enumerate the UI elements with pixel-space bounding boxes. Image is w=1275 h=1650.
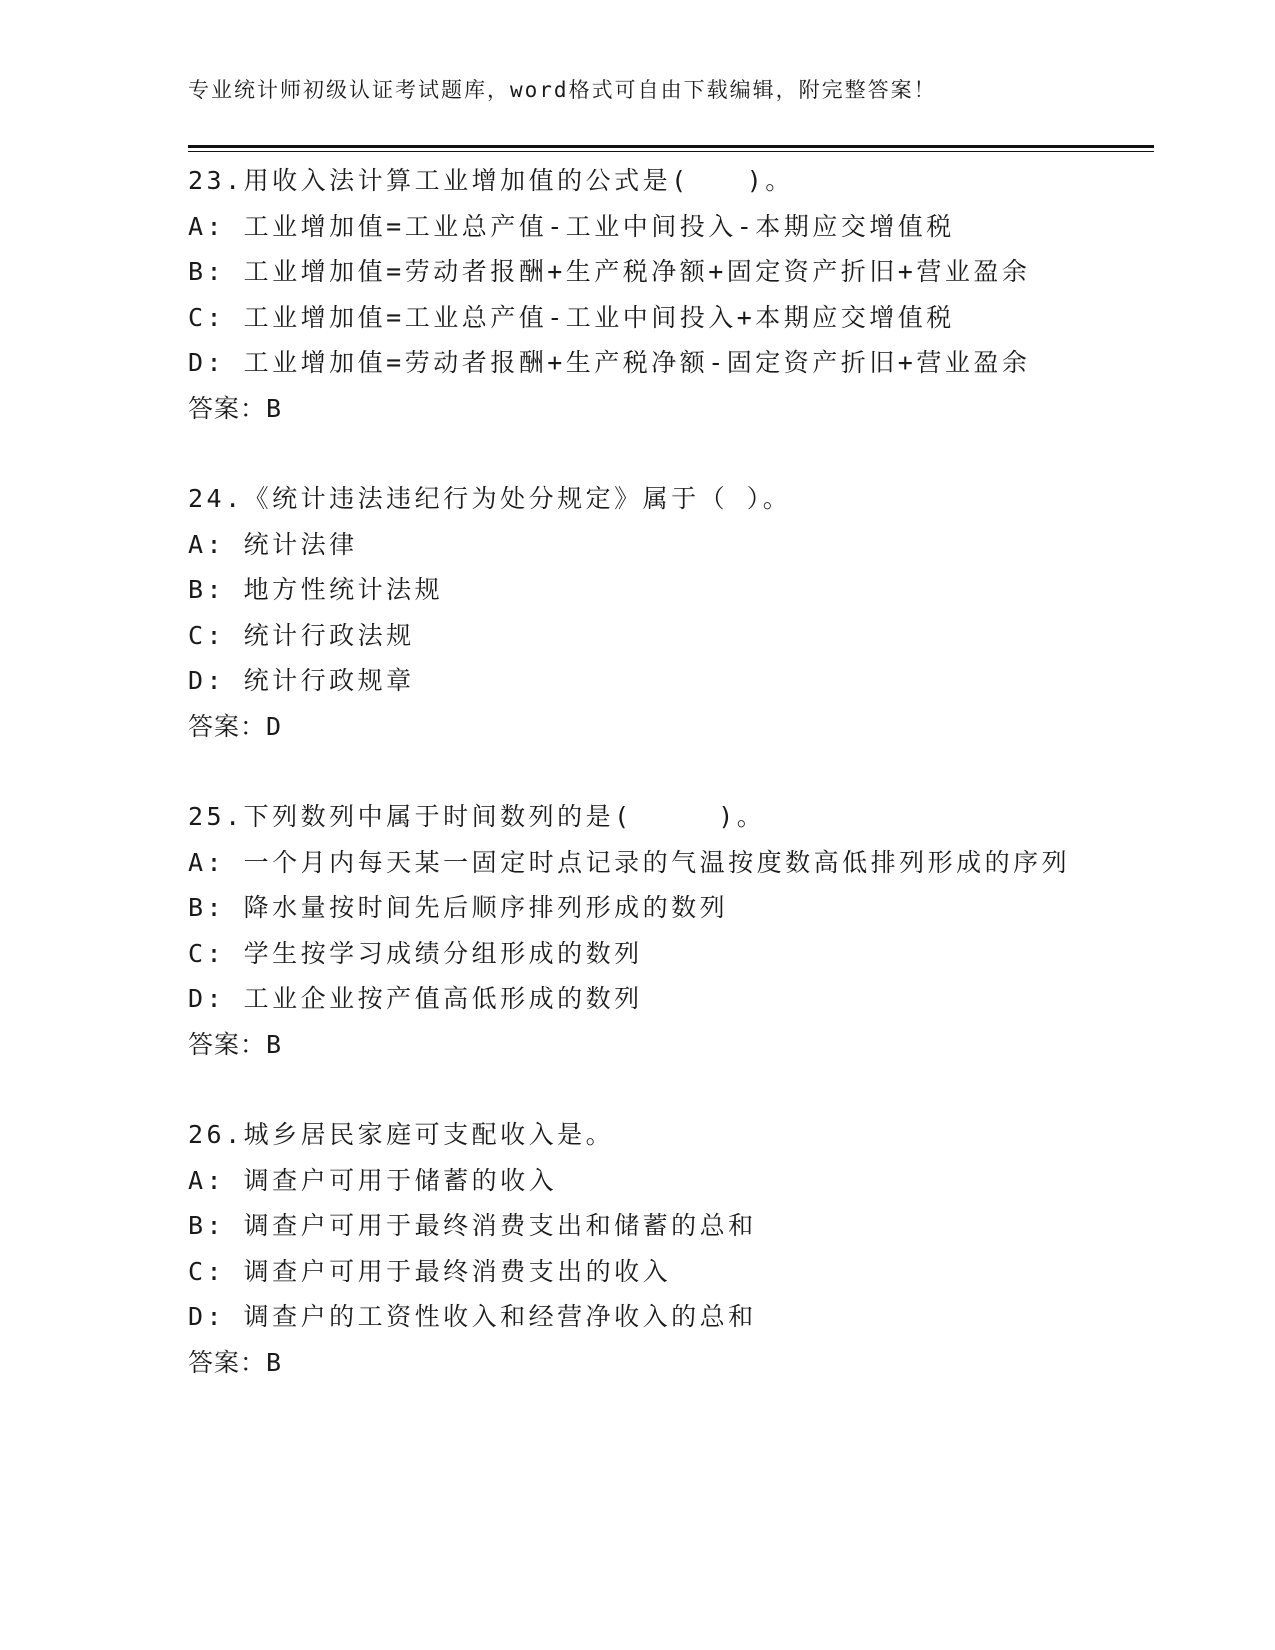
question-stem: 26.城乡居民家庭可支配收入是。 [188, 1120, 615, 1149]
option-b: B: 调查户可用于最终消费支出和储蓄的总和 [188, 1211, 757, 1240]
option-a: A: 调查户可用于储蓄的收入 [188, 1165, 558, 1195]
answer: 答案：D [188, 711, 283, 741]
question-stem: 25.下列数列中属于时间数列的是( )。 [188, 802, 766, 831]
question-stem: 23.用收入法计算工业增加值的公式是( )。 [188, 166, 794, 195]
option-d: D: 统计行政规章 [188, 666, 415, 695]
option-a: A: 一个月内每天某一固定时点记录的气温按度数高低排列形成的序列 [188, 847, 1071, 877]
header-rule-thin [188, 151, 1154, 152]
answer: 答案：B [188, 1347, 283, 1377]
answer: 答案：B [188, 393, 283, 423]
option-c: C: 工业增加值=工业总产值-工业中间投入+本期应交增值税 [188, 302, 955, 332]
question-25 [188, 794, 1168, 1067]
header-rule-thick [188, 145, 1154, 148]
option-b: B: 地方性统计法规 [188, 575, 444, 604]
question-23 [188, 158, 1168, 431]
question-26 [188, 1112, 1168, 1385]
option-b: B: 降水量按时间先后顺序排列形成的数列 [188, 893, 729, 922]
option-c: C: 统计行政法规 [188, 620, 415, 650]
option-d: D: 调查户的工资性收入和经营净收入的总和 [188, 1302, 757, 1331]
option-a: A: 统计法律 [188, 529, 358, 559]
question-24 [188, 476, 1168, 749]
option-d: D: 工业增加值=劳动者报酬+生产税净额-固定资产折旧+营业盈余 [188, 348, 1031, 377]
page-header: 专业统计师初级认证考试题库，word格式可自由下载编辑，附完整答案！ [188, 78, 937, 102]
option-a: A: 工业增加值=工业总产值-工业中间投入-本期应交增值税 [188, 211, 955, 241]
question-stem: 24.《统计违法违纪行为处分规定》属于（ ）。 [188, 484, 792, 513]
option-d: D: 工业企业按产值高低形成的数列 [188, 984, 643, 1013]
question-list [188, 158, 1168, 1430]
option-c: C: 调查户可用于最终消费支出的收入 [188, 1256, 672, 1286]
option-c: C: 学生按学习成绩分组形成的数列 [188, 938, 643, 968]
answer: 答案：B [188, 1029, 283, 1059]
option-b: B: 工业增加值=劳动者报酬+生产税净额+固定资产折旧+营业盈余 [188, 257, 1031, 286]
